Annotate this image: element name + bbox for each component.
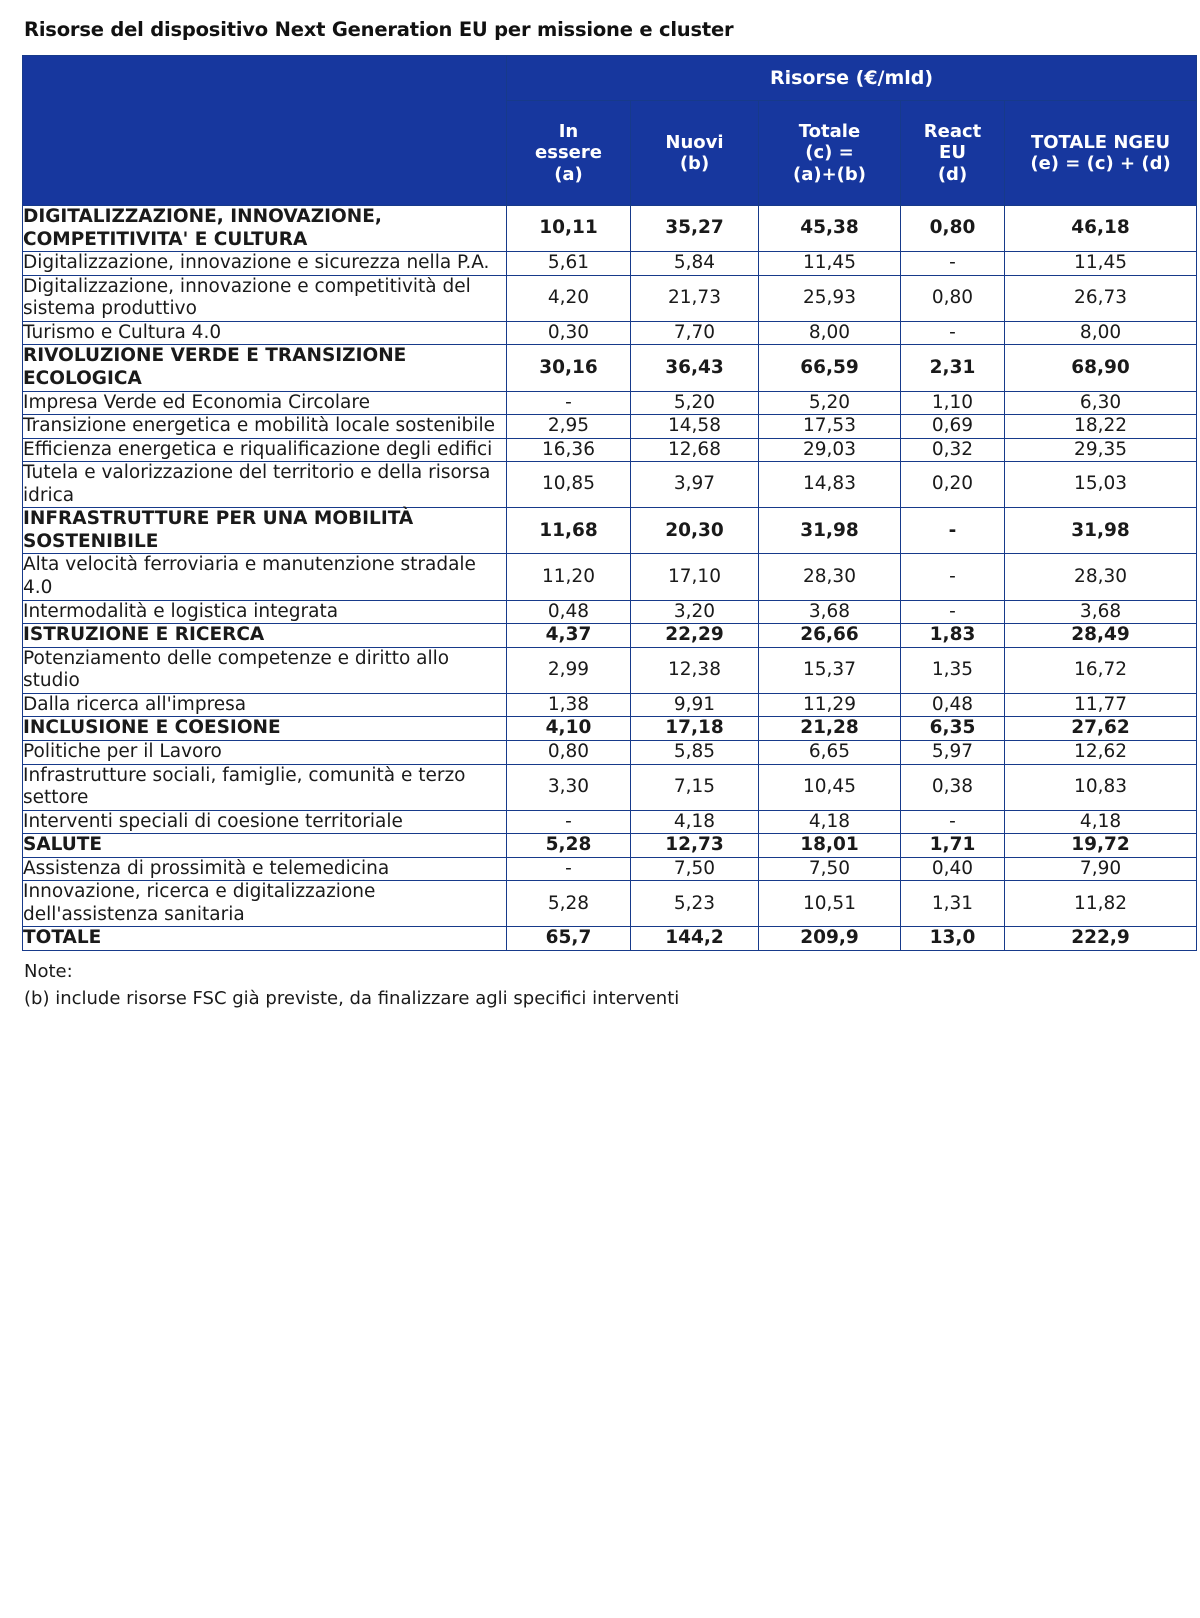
cell-b: 5,20 — [631, 391, 759, 415]
cell-c: 10,51 — [759, 881, 901, 927]
header-col-totale-ngeu-line2: (e) = (c) + (d) — [1030, 153, 1171, 174]
cell-e: 12,62 — [1005, 740, 1197, 764]
cell-b: 3,97 — [631, 462, 759, 508]
header-col-in-essere-line1: In — [558, 121, 579, 143]
cell-d: 6,35 — [901, 717, 1005, 741]
cell-e: 8,00 — [1005, 321, 1197, 345]
cell-d: 0,32 — [901, 438, 1005, 462]
cell-c: 31,98 — [759, 508, 901, 554]
header-col-nuovi-line2: (b) — [679, 153, 710, 174]
cell-e: 27,62 — [1005, 717, 1197, 741]
cell-a: 1,38 — [507, 693, 631, 717]
header-col-react-eu-line3: (d) — [937, 163, 968, 185]
cell-c: 8,00 — [759, 321, 901, 345]
cell-b: 12,68 — [631, 438, 759, 462]
header-col-in-essere-line2: essere — [535, 142, 602, 164]
cell-d: 1,35 — [901, 647, 1005, 693]
cluster-label: Infrastrutture sociali, famiglie, comunità e terzo settore — [23, 764, 507, 810]
cell-e: 26,73 — [1005, 275, 1197, 321]
cluster-label: Potenziamento delle competenze e diritto allo studio — [23, 647, 507, 693]
mission-label: SALUTE — [23, 834, 507, 858]
cell-d: 5,97 — [901, 740, 1005, 764]
cell-a: 30,16 — [507, 345, 631, 391]
table-row — [23, 321, 1197, 345]
cell-c: 21,28 — [759, 717, 901, 741]
table-header — [23, 56, 1197, 206]
header-col-totale-line2: (c) = — [805, 142, 854, 164]
cell-d: - — [901, 252, 1005, 276]
table-row — [23, 717, 1197, 741]
header-col-totale-line3: (a)+(b) — [792, 163, 867, 185]
cell-d: 0,20 — [901, 462, 1005, 508]
table-row — [23, 252, 1197, 276]
cell-e: 31,98 — [1005, 508, 1197, 554]
cell-b: 22,29 — [631, 624, 759, 648]
cell-e: 16,72 — [1005, 647, 1197, 693]
cell-e: 6,30 — [1005, 391, 1197, 415]
table-body — [23, 206, 1197, 951]
cell-c: 25,93 — [759, 275, 901, 321]
cell-c: 15,37 — [759, 647, 901, 693]
cell-c: 26,66 — [759, 624, 901, 648]
cell-c: 17,53 — [759, 415, 901, 439]
table-row — [23, 647, 1197, 693]
table-row — [23, 508, 1197, 554]
header-col-react-eu — [901, 101, 1005, 206]
cell-d: 1,83 — [901, 624, 1005, 648]
cell-b: 17,18 — [631, 717, 759, 741]
cell-c: 28,30 — [759, 554, 901, 600]
cell-d: - — [901, 508, 1005, 554]
cell-e: 11,82 — [1005, 881, 1197, 927]
cell-d: 0,40 — [901, 857, 1005, 881]
cell-a: 16,36 — [507, 438, 631, 462]
table-row — [23, 600, 1197, 624]
cell-c: 10,45 — [759, 764, 901, 810]
cell-d: 0,80 — [901, 206, 1005, 252]
header-col-totale-ngeu — [1005, 101, 1197, 206]
table-row — [23, 391, 1197, 415]
cell-e: 28,49 — [1005, 624, 1197, 648]
cluster-label: Digitalizzazione, innovazione e competitività del sistema produttivo — [23, 275, 507, 321]
cluster-label: Intermodalità e logistica integrata — [23, 600, 507, 624]
header-corner-blank — [23, 56, 507, 206]
cluster-label: Impresa Verde ed Economia Circolare — [23, 391, 507, 415]
cell-e: 10,83 — [1005, 764, 1197, 810]
cell-c: 11,29 — [759, 693, 901, 717]
cell-e: 3,68 — [1005, 600, 1197, 624]
cell-a: 65,7 — [507, 927, 631, 951]
cell-e: 4,18 — [1005, 810, 1197, 834]
cell-d: 1,10 — [901, 391, 1005, 415]
cell-a: - — [507, 391, 631, 415]
cluster-label: Digitalizzazione, innovazione e sicurezza nella P.A. — [23, 252, 507, 276]
table-row — [23, 438, 1197, 462]
header-group-risorse: Risorse (€/mld) — [507, 56, 1197, 101]
page-title: Risorse del dispositivo Next Generation EU per missione e cluster — [24, 18, 734, 41]
cell-b: 7,50 — [631, 857, 759, 881]
cell-b: 144,2 — [631, 927, 759, 951]
cell-d: 2,31 — [901, 345, 1005, 391]
mission-label: INFRASTRUTTURE PER UNA MOBILITÀ SOSTENIBILE — [23, 508, 507, 554]
cell-e: 11,45 — [1005, 252, 1197, 276]
cell-c: 3,68 — [759, 600, 901, 624]
table-row — [23, 834, 1197, 858]
cell-c: 5,20 — [759, 391, 901, 415]
header-col-nuovi — [631, 101, 759, 206]
cell-d: - — [901, 600, 1005, 624]
cell-b: 9,91 — [631, 693, 759, 717]
notes-block — [24, 959, 1170, 1011]
mission-label: DIGITALIZZAZIONE, INNOVAZIONE, COMPETITIVITA' E CULTURA — [23, 206, 507, 252]
cell-a: - — [507, 857, 631, 881]
mission-label: ISTRUZIONE E RICERCA — [23, 624, 507, 648]
cell-d: - — [901, 321, 1005, 345]
cell-c: 4,18 — [759, 810, 901, 834]
cell-b: 5,84 — [631, 252, 759, 276]
table-row — [23, 693, 1197, 717]
header-col-totale — [759, 101, 901, 206]
cell-a: - — [507, 810, 631, 834]
table-row — [23, 881, 1197, 927]
cell-c: 209,9 — [759, 927, 901, 951]
cell-d: - — [901, 810, 1005, 834]
mission-label: RIVOLUZIONE VERDE E TRANSIZIONE ECOLOGICA — [23, 345, 507, 391]
cell-c: 45,38 — [759, 206, 901, 252]
cell-a: 5,28 — [507, 881, 631, 927]
table-row — [23, 415, 1197, 439]
cell-a: 0,48 — [507, 600, 631, 624]
cell-e: 46,18 — [1005, 206, 1197, 252]
cell-a: 10,85 — [507, 462, 631, 508]
cell-b: 4,18 — [631, 810, 759, 834]
cell-a: 3,30 — [507, 764, 631, 810]
cell-b: 12,38 — [631, 647, 759, 693]
cell-c: 18,01 — [759, 834, 901, 858]
cell-a: 2,95 — [507, 415, 631, 439]
cell-d: 1,71 — [901, 834, 1005, 858]
cell-c: 66,59 — [759, 345, 901, 391]
cell-d: - — [901, 554, 1005, 600]
cell-b: 3,20 — [631, 600, 759, 624]
ngeu-resources-table — [22, 55, 1197, 951]
cell-b: 14,58 — [631, 415, 759, 439]
cell-b: 20,30 — [631, 508, 759, 554]
cell-a: 10,11 — [507, 206, 631, 252]
table-row — [23, 927, 1197, 951]
cluster-label: Interventi speciali di coesione territoriale — [23, 810, 507, 834]
cluster-label: Efficienza energetica e riqualificazione degli edifici — [23, 438, 507, 462]
cell-e: 19,72 — [1005, 834, 1197, 858]
table-row — [23, 345, 1197, 391]
cell-b: 35,27 — [631, 206, 759, 252]
cell-b: 21,73 — [631, 275, 759, 321]
cell-d: 0,69 — [901, 415, 1005, 439]
cell-e: 11,77 — [1005, 693, 1197, 717]
cell-c: 29,03 — [759, 438, 901, 462]
cell-b: 7,15 — [631, 764, 759, 810]
cell-e: 18,22 — [1005, 415, 1197, 439]
cell-b: 7,70 — [631, 321, 759, 345]
cell-d: 0,48 — [901, 693, 1005, 717]
cluster-label: Alta velocità ferroviaria e manutenzione stradale 4.0 — [23, 554, 507, 600]
cell-e: 28,30 — [1005, 554, 1197, 600]
cell-a: 11,68 — [507, 508, 631, 554]
mission-label: INCLUSIONE E COESIONE — [23, 717, 507, 741]
cell-b: 5,23 — [631, 881, 759, 927]
cluster-label: Transizione energetica e mobilità locale sostenibile — [23, 415, 507, 439]
table-row — [23, 740, 1197, 764]
cluster-label: Tutela e valorizzazione del territorio e della risorsa idrica — [23, 462, 507, 508]
cell-d: 0,80 — [901, 275, 1005, 321]
table-header-row-group — [23, 56, 1197, 101]
header-col-totale-line1: Totale — [798, 121, 861, 143]
cell-e: 29,35 — [1005, 438, 1197, 462]
table-row — [23, 554, 1197, 600]
total-label: TOTALE — [23, 927, 507, 951]
table-row — [23, 462, 1197, 508]
header-col-in-essere-line3: (a) — [554, 163, 583, 185]
header-col-totale-ngeu-line1: TOTALE NGEU — [1030, 131, 1171, 153]
cell-b: 5,85 — [631, 740, 759, 764]
table-row — [23, 206, 1197, 252]
cell-b: 17,10 — [631, 554, 759, 600]
cell-a: 4,10 — [507, 717, 631, 741]
header-col-in-essere — [507, 101, 631, 206]
header-col-nuovi-line1: Nuovi — [665, 131, 724, 153]
cluster-label: Politiche per il Lavoro — [23, 740, 507, 764]
cluster-label: Turismo e Cultura 4.0 — [23, 321, 507, 345]
cell-c: 6,65 — [759, 740, 901, 764]
cell-b: 36,43 — [631, 345, 759, 391]
cell-e: 15,03 — [1005, 462, 1197, 508]
table-row — [23, 857, 1197, 881]
cell-a: 2,99 — [507, 647, 631, 693]
note-line: (b) include risorse FSC già previste, da finalizzare agli specifici interventi — [24, 987, 680, 1009]
cell-e: 68,90 — [1005, 345, 1197, 391]
cell-c: 14,83 — [759, 462, 901, 508]
cell-e: 7,90 — [1005, 857, 1197, 881]
cell-a: 11,20 — [507, 554, 631, 600]
cell-e: 222,9 — [1005, 927, 1197, 951]
cell-a: 5,28 — [507, 834, 631, 858]
cell-a: 4,37 — [507, 624, 631, 648]
cell-d: 13,0 — [901, 927, 1005, 951]
cell-c: 11,45 — [759, 252, 901, 276]
cell-b: 12,73 — [631, 834, 759, 858]
table-row — [23, 275, 1197, 321]
cell-c: 7,50 — [759, 857, 901, 881]
cell-d: 1,31 — [901, 881, 1005, 927]
header-col-react-eu-line2: EU — [939, 142, 966, 164]
header-col-react-eu-line1: React — [923, 121, 982, 143]
table-row — [23, 810, 1197, 834]
cell-a: 4,20 — [507, 275, 631, 321]
table-row — [23, 624, 1197, 648]
cluster-label: Assistenza di prossimità e telemedicina — [23, 857, 507, 881]
notes-heading: Note: — [24, 961, 73, 982]
cell-a: 5,61 — [507, 252, 631, 276]
cluster-label: Dalla ricerca all'impresa — [23, 693, 507, 717]
cluster-label: Innovazione, ricerca e digitalizzazione dell'assistenza sanitaria — [23, 881, 507, 927]
cell-a: 0,30 — [507, 321, 631, 345]
cell-a: 0,80 — [507, 740, 631, 764]
cell-d: 0,38 — [901, 764, 1005, 810]
table-row — [23, 764, 1197, 810]
